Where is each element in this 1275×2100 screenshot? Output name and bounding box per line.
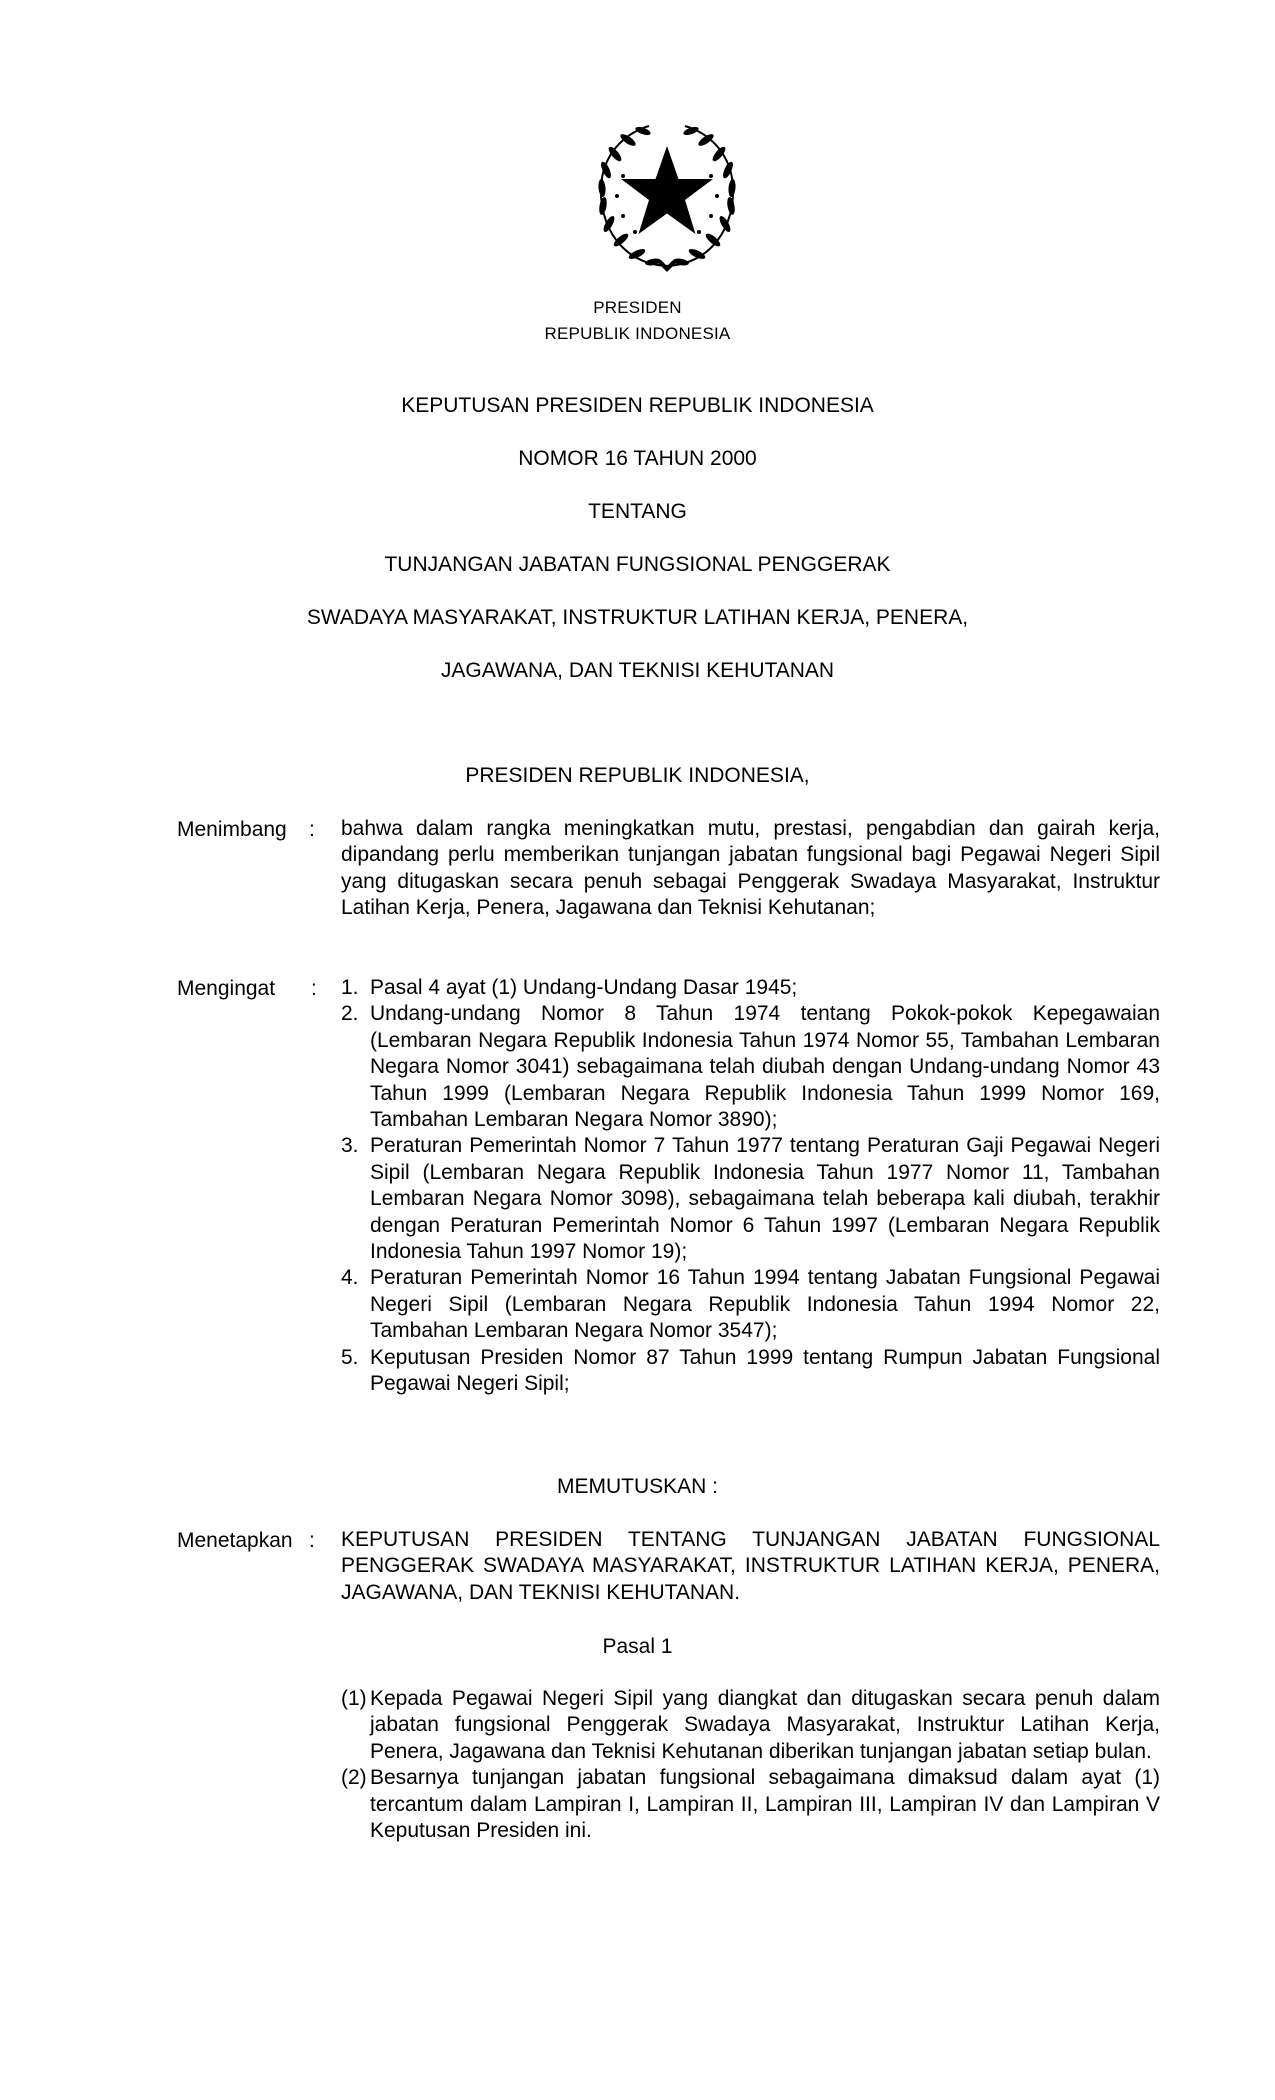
pasal-1-heading: Pasal 1	[602, 1635, 673, 1658]
letterhead-line-1: PRESIDEN	[593, 298, 682, 317]
list-item: 3. Peraturan Pemerintah Nomor 7 Tahun 1977 tentang Peraturan Gaji Pegawai Negeri Sipil (Lembaran Negara Republik Indonesia Tahun 1977 Nomor 11, Tambahan Lembaran Negara Nomor 3098), sebagaimana telah beberapa kali diubah, terakhir dengan Peraturan Pemerintah Nomor 6 Tahun 1997 (Lembaran Negara Republik Indonesia Tahun 1997 Nomor 19);	[341, 1134, 1160, 1264]
mengingat-label: Mengingat	[177, 977, 276, 1000]
decree-tentang: TENTANG	[588, 500, 687, 523]
list-item: 2. Undang-undang Nomor 8 Tahun 1974 tentang Pokok-pokok Kepegawaian (Lembaran Negara Republik Indonesia Tahun 1974 Nomor 55, Tambahan Lembaran Negara Nomor 3041) sebagaimana telah diubah dengan Undang-undang Nomor 43 Tahun 1999 (Lembaran Negara Republik Indonesia Tahun 1999 Nomor 169, Tambahan Lembaran Negara Nomor 3890);	[341, 1002, 1160, 1132]
list-item: 5. Keputusan Presiden Nomor 87 Tahun 1999 tentang Rumpun Jabatan Fungsional Pegawai Negeri Sipil;	[341, 1345, 1160, 1396]
pasal-paragraph: (2) Besarnya tunjangan jabatan fungsional sebagaimana dimaksud dalam ayat (1) tercantum dalam Lampiran I, Lampiran II, Lampiran III, Lampiran IV dan Lampiran V Keputusan Presiden ini.	[341, 1766, 1160, 1843]
menimbang-text: bahwa dalam rangka meningkatkan mutu, prestasi, pengabdian dan gairah kerja, dipandang perlu memberikan tunjangan jabatan fungsional bagi Pegawai Negeri Sipil yang ditugaskan secara penuh sebagai Penggerak Swadaya Masyarakat, Instruktur Latihan Kerja, Penera, Jagawana dan Teknisi Kehutanan;	[341, 817, 1160, 920]
menimbang-label: Menimbang	[177, 818, 287, 841]
menetapkan-text: KEPUTUSAN PRESIDEN TENTANG TUNJANGAN JABATAN FUNGSIONAL PENGGERAK SWADAYA MASYARAKAT, INSTRUKTUR LATIHAN KERJA, PENERA, JAGAWANA, DAN TEKNISI KEHUTANAN.	[341, 1528, 1160, 1604]
memutuskan-heading: MEMUTUSKAN :	[556, 1475, 718, 1498]
menimbang-colon: :	[309, 818, 315, 841]
decree-subject-line-2: SWADAYA MASYARAKAT, INSTRUKTUR LATIHAN KERJA, PENERA,	[306, 606, 969, 629]
garuda-star-wreath-emblem-icon	[587, 116, 747, 276]
mengingat-list	[341, 975, 1160, 1398]
preamble: PRESIDEN REPUBLIK INDONESIA,	[465, 764, 810, 787]
decree-subject-line-1: TUNJANGAN JABATAN FUNGSIONAL PENGGERAK	[384, 553, 891, 576]
menetapkan-label: Menetapkan	[177, 1529, 293, 1552]
pasal-1-paragraphs	[341, 1686, 1160, 1844]
pasal-paragraph: (1) Kepada Pegawai Negeri Sipil yang diangkat dan ditugaskan secara penuh dalam jabatan fungsional Penggerak Swadaya Masyarakat, Instruktur Latihan Kerja, Penera, Jagawana dan Teknisi Kehutanan diberikan tunjangan jabatan setiap bulan.	[341, 1687, 1160, 1763]
list-item: 4. Peraturan Pemerintah Nomor 16 Tahun 1994 tentang Jabatan Fungsional Pegawai Negeri Sipil (Lembaran Negara Republik Indonesia Tahun 1994 Nomor 22, Tambahan Lembaran Negara Nomor 3547);	[341, 1266, 1160, 1343]
mengingat-colon: :	[311, 977, 317, 1000]
list-item: 1. Pasal 4 ayat (1) Undang-Undang Dasar 1945;	[341, 976, 798, 999]
decree-title: KEPUTUSAN PRESIDEN REPUBLIK INDONESIA	[401, 394, 874, 417]
decree-subject-line-3: JAGAWANA, DAN TEKNISI KEHUTANAN	[440, 659, 835, 682]
letterhead-line-2: REPUBLIK INDONESIA	[544, 324, 731, 343]
decree-number: NOMOR 16 TAHUN 2000	[518, 447, 757, 470]
menetapkan-colon: :	[309, 1529, 315, 1552]
